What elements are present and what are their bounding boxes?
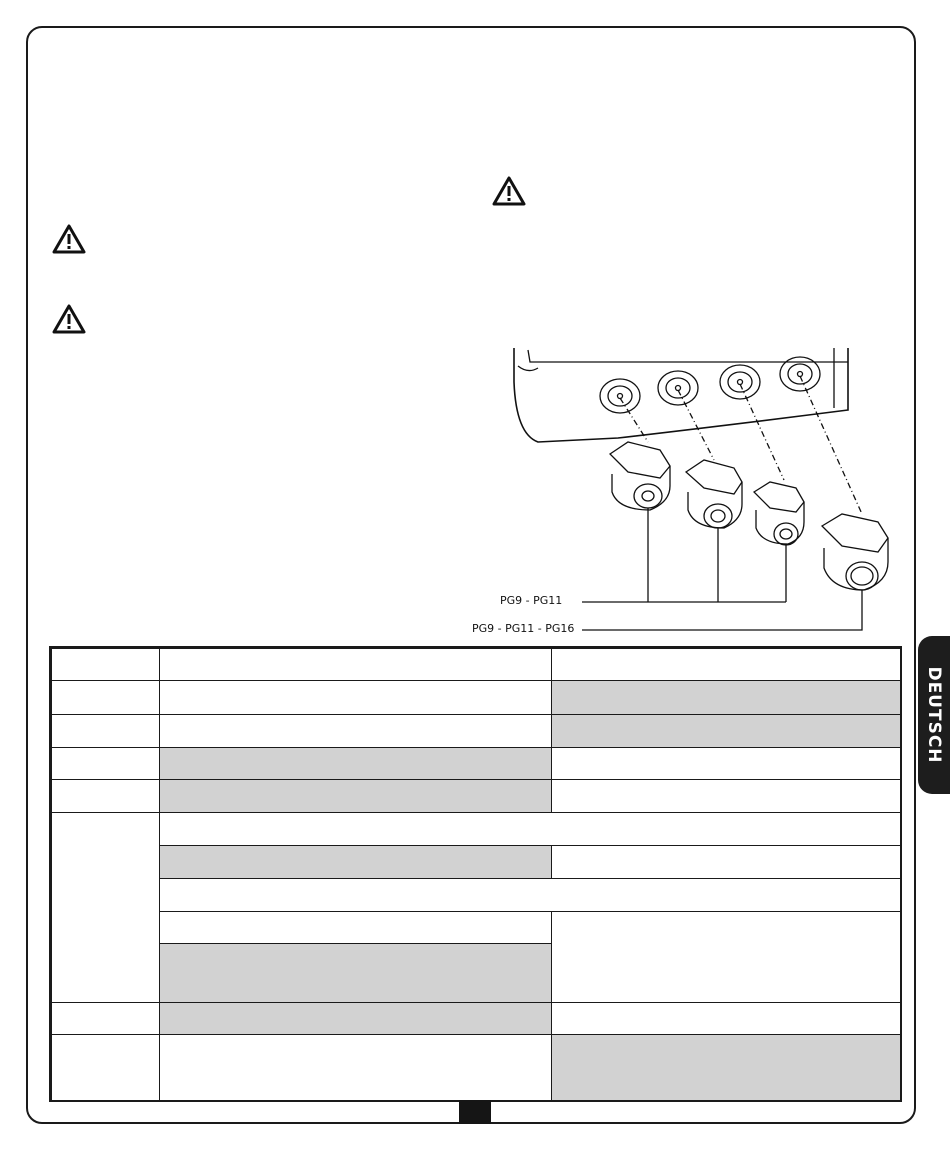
table-cell-shaded: [552, 681, 901, 715]
table-cell-merged: [160, 879, 901, 912]
table-row: [52, 1003, 901, 1035]
table-row: [52, 912, 901, 944]
cable-gland-illustration: [438, 342, 908, 640]
table-cell: [52, 1035, 160, 1101]
table-cell-shaded: [552, 1035, 901, 1101]
table-cell: [552, 1003, 901, 1035]
spec-table: [51, 648, 901, 1101]
table-cell: [552, 912, 901, 1003]
table-cell: [160, 649, 552, 681]
table-cell: [52, 748, 160, 780]
warning-triangle-icon: [52, 304, 86, 334]
table-cell: [552, 649, 901, 681]
table-cell: [552, 748, 901, 780]
table-row: [52, 715, 901, 748]
table-row: [52, 748, 901, 780]
table-cell-shaded: [160, 1003, 552, 1035]
table-cell-merged: [160, 813, 901, 846]
table-cell-shaded: [160, 748, 552, 780]
table-row: [52, 780, 901, 813]
table-cell: [52, 813, 160, 1003]
table-cell: [52, 681, 160, 715]
table-cell: [160, 715, 552, 748]
table-cell: [552, 846, 901, 879]
table-cell-shaded: [160, 780, 552, 813]
table-cell: [52, 715, 160, 748]
table-cell-shaded: [552, 715, 901, 748]
table-cell: [160, 912, 552, 944]
language-tab: [918, 636, 950, 794]
table-cell: [160, 1035, 552, 1101]
table-row: [52, 681, 901, 715]
table-row: [52, 813, 901, 846]
pg-label-upper: PG9 - PG11: [500, 594, 563, 607]
warning-triangle-icon: [492, 176, 526, 206]
table-row: [52, 1035, 901, 1101]
table-row: [52, 879, 901, 912]
table-cell-shaded: [160, 944, 552, 1003]
table-row: [52, 649, 901, 681]
table-cell: [52, 649, 160, 681]
table-cell: [160, 681, 552, 715]
table-row: [52, 846, 901, 879]
page-number-box: [459, 1100, 491, 1124]
table-cell: [552, 780, 901, 813]
pg-label-lower: PG9 - PG11 - PG16: [472, 622, 575, 635]
table-cell: [52, 1003, 160, 1035]
table-cell-shaded: [160, 846, 552, 879]
warning-triangle-icon: [52, 224, 86, 254]
language-tab-label: DEUTSCH: [924, 666, 944, 764]
table-cell: [52, 780, 160, 813]
